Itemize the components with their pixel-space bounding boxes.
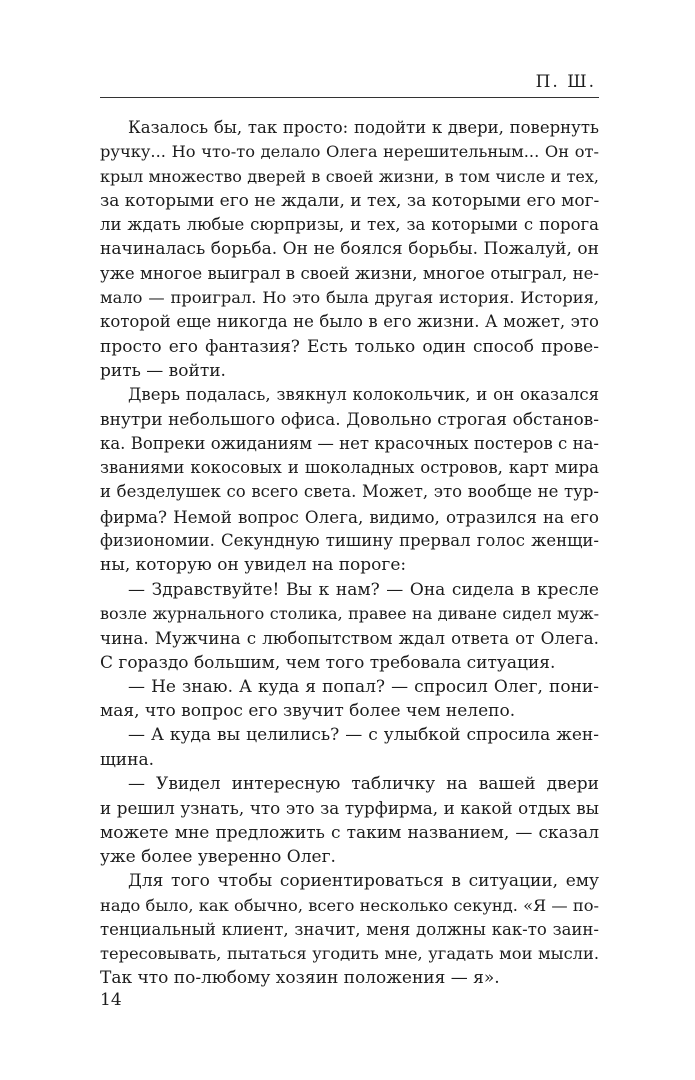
text-line: начиналась борьба. Он не боялся борьбы. Пожалуй, он: [100, 239, 599, 260]
text-line: внутри небольшого офиса. Довольно строгая обстанов-: [100, 409, 599, 430]
text-line: за которыми его не ждали, и тех, за которыми его мог-: [100, 190, 599, 211]
text-line: тересовывать, пытаться угодить мне, угадать мои мысли.: [100, 944, 599, 964]
text-line: Так что по-любому хозяин положения — я».: [100, 968, 500, 989]
text-line: С гораздо большим, чем того требовала ситуация.: [100, 652, 556, 673]
text-line: — Увидел интересную табличку на вашей двери: [128, 774, 599, 795]
text-line: крыл множество дверей в своей жизни, в том числе и тех,: [100, 166, 599, 186]
running-head: П. Ш.: [535, 72, 596, 92]
text-line: возле журнального столика, правее на диване сидел муж-: [100, 603, 599, 623]
text-line: — Здравствуйте! Вы к нам? — Она сидела в кресле: [128, 579, 599, 600]
body-text: [100, 116, 599, 991]
text-line: Дверь подалась, звякнул колокольчик, и он оказался: [128, 385, 599, 405]
text-line: званиями кокосовых и шоколадных островов, карт мира: [100, 458, 599, 478]
text-line: щина.: [100, 749, 155, 770]
text-line: ли ждать любые сюрпризы, и тех, за которыми с порога: [100, 215, 599, 235]
text-line: чина. Мужчина с любопытством ждал ответа от Олега.: [100, 628, 599, 649]
text-line: можете мне предложить с таким названием, — сказал: [100, 822, 599, 843]
text-line: рить — войти.: [100, 360, 226, 381]
text-line: физиономии. Секундную тишину прервал голос женщи-: [100, 531, 599, 551]
text-line: Казалось бы, так просто: подойти к двери, повернуть: [128, 118, 599, 137]
page-number: 14: [100, 990, 122, 1010]
text-line: ручку... Но что-то делало Олега нерешительным... Он от-: [100, 142, 599, 162]
text-line: надо было, как обычно, всего несколько секунд. «Я — по-: [100, 895, 599, 915]
text-line: уже многое выиграл в своей жизни, многое отыграл, не-: [100, 263, 599, 283]
header-rule: [100, 97, 599, 98]
text-line: мая, что вопрос его звучит более чем нелепо.: [100, 701, 516, 722]
text-line: и решил узнать, что это за турфирма, и какой отдых вы: [100, 798, 599, 819]
text-line: уже более уверенно Олег.: [100, 846, 336, 867]
text-line: которой еще никогда не было в его жизни. А может, это: [100, 312, 599, 332]
text-line: и безделушек со всего света. Может, это вообще не тур-: [100, 482, 599, 502]
text-line: ны, которую он увидел на пороге:: [100, 555, 407, 576]
text-line: — А куда вы целились? — с улыбкой спросила жен-: [128, 725, 599, 746]
text-line: фирма? Немой вопрос Олега, видимо, отразился на его: [100, 506, 599, 527]
text-line: просто его фантазия? Есть только один способ прове-: [100, 336, 599, 357]
text-line: Для того чтобы сориентироваться в ситуации, ему: [128, 871, 599, 892]
text-line: мало — проиграл. Но это была другая история. История,: [100, 288, 599, 308]
text-line: ка. Вопреки ожиданиям — нет красочных постеров с на-: [100, 433, 599, 453]
text-line: — Не знаю. А куда я попал? — спросил Олег, пони-: [128, 676, 599, 697]
text-line: тенциальный клиент, значит, меня должны как-то заин-: [100, 919, 599, 939]
